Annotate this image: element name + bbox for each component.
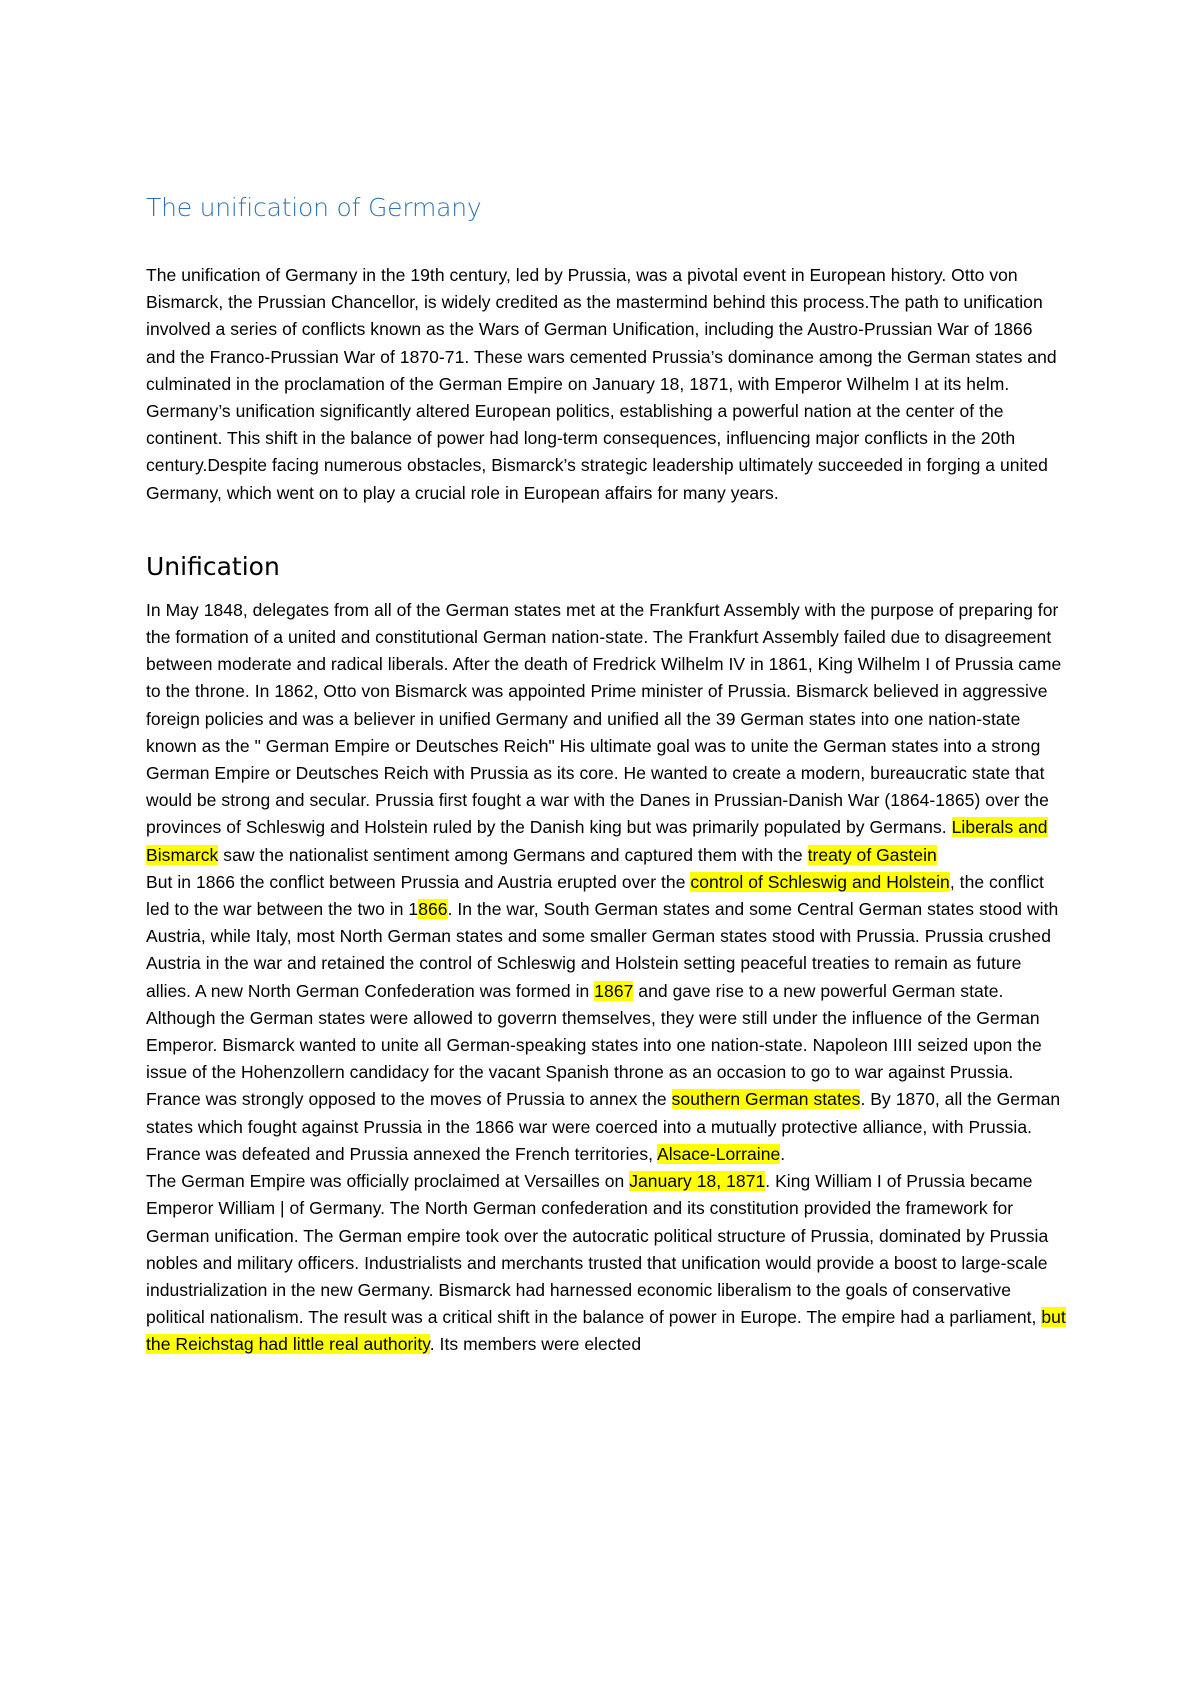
- text-run: saw the nationalist sentiment among Germans and captured them with the: [218, 844, 808, 865]
- section-heading-unification: Unification: [146, 551, 280, 581]
- text-run: . In the war, South German states and some Central German states stood with Austria, while Italy, most North German states and some smaller German states stood with Prussia. Prussia crushed Austria in the war and retained the control of Schleswig and Holstein setting peaceful treaties to remain as future allies. A new North German Confederation was formed in: [146, 899, 1059, 1001]
- highlighted-text: Alsace-Lorraine: [656, 1143, 781, 1164]
- text-run: , the conflict led to the war between the two in 1: [146, 871, 1044, 920]
- text-run: The German Empire was officially proclaimed at Versailles on: [146, 1171, 630, 1192]
- text-run: and gave rise to a new powerful German state. Although the German states were allowed to goverrn themselves, they were still under the influence of the German Emperor. Bismarck wanted to unite all German-speaking states into one nation-state. Napoleon IIII seized upon the issue of the Hohenzollern candidacy for the vacant Spanish throne as an occasion to go to war against Prussia. France was strongly opposed to the moves of Prussia to annex the: [146, 980, 1042, 1110]
- highlighted-text: southern German states: [671, 1089, 861, 1110]
- highlighted-text: but the Reichstag had little real authority: [146, 1307, 1066, 1355]
- document-body: [146, 192, 1066, 1359]
- unification-paragraph-1: [146, 597, 1066, 869]
- text-run: In May 1848, delegates from all of the German states met at the Frankfurt Assembly with the purpose of preparing for the formation of a united and constitutional German nation-state. The Frankfurt Assembly failed due to disagreement between moderate and radical liberals. After the death of Fredrick Wilhelm IV in 1861, King Wilhelm I of Prussia came to the throne. In 1862, Otto von Bismarck was appointed Prime minister of Prussia. Bismarck believed in aggressive foreign policies and was a believer in unified Germany and unified all the 39 German states into one nation-state known as the " German Empire or Deutsches Reich" His ultimate goal was to unite the German states into a strong German Empire or Deutsches Reich with Prussia as its core. He wanted to create a modern, bureaucratic state that would be strong and secular. Prussia first fought a war with the Danes in Prussian-Danish War (1864-1865) over the provinces of Schleswig and Holstein ruled by the Danish king but was primarily populated by Germans.: [146, 599, 1062, 838]
- unification-paragraph-2: [146, 869, 1066, 1168]
- text-run: .: [780, 1143, 786, 1164]
- highlighted-text: 866: [418, 899, 448, 920]
- text-run: . King William I of Prussia became Emperor William | of Germany. The North German confederation and its constitution provided the framework for German unification. The German empire took over the autocratic political structure of Prussia, dominated by Prussia nobles and military officers. Industrialists and merchants trusted that unification would provide a boost to large-scale industrialization in the new Germany. Bismarck had harnessed economic liberalism to the goals of conservative political nationalism. The result was a critical shift in the balance of power in Europe. The empire had a parliament,: [146, 1171, 1049, 1328]
- highlighted-text: 1867: [594, 980, 634, 1001]
- text-run: But in 1866 the conflict between Prussia and Austria erupted over the: [146, 871, 691, 892]
- highlighted-text: control of Schleswig and Holstein: [690, 871, 950, 892]
- document-title: The unification of Germany: [146, 193, 482, 222]
- text-run: . By 1870, all the German states which fought against Prussia in the 1866 war were coerced into a mutually protective alliance, with Prussia. France was defeated and Prussia annexed the French territories,: [146, 1089, 1061, 1164]
- highlighted-text: treaty of Gastein: [807, 844, 937, 865]
- unification-paragraph-3: [146, 1168, 1066, 1358]
- text-run: . Its members were elected: [429, 1334, 642, 1355]
- highlighted-text: January 18, 1871: [629, 1171, 766, 1192]
- intro-paragraph: The unification of Germany in the 19th century, led by Prussia, was a pivotal event in European history. Otto von Bismarck, the Prussian Chancellor, is widely credited as the mastermind behind this process.The path to unification involved a series of conflicts known as the Wars of German Unification, including the Austro-Prussian War of 1866 and the Franco-Prussian War of 1870-71. These wars cemented Prussia’s dominance among the German states and culminated in the proclamation of the German Empire on January 18, 1871, with Emperor Wilhelm I at its helm. Germany’s unification significantly altered European politics, establishing a powerful nation at the center of the continent. This shift in the balance of power had long-term consequences, influencing major conflicts in the 20th century.Despite facing numerous obstacles, Bismarck’s strategic leadership ultimately succeeded in forging a united Germany, which went on to play a crucial role in European affairs for many years.: [146, 265, 1057, 503]
- highlighted-text: Liberals and Bismarck: [146, 817, 1048, 865]
